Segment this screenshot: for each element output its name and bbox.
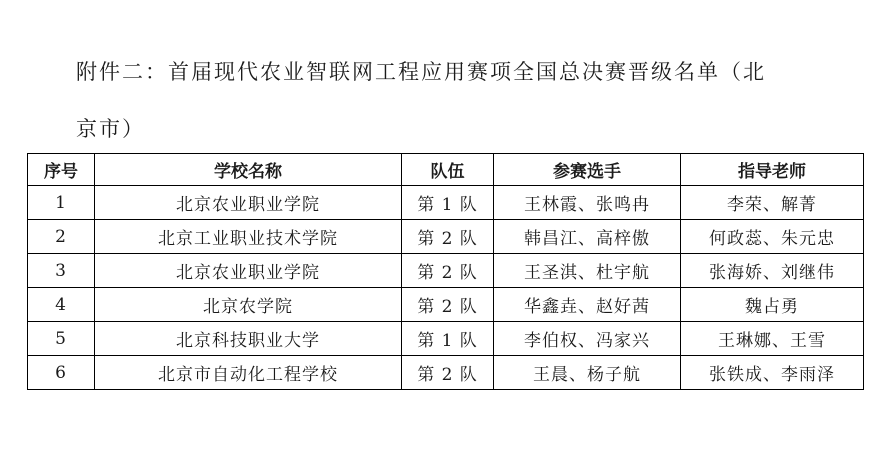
cell-no: 1 bbox=[28, 186, 95, 220]
cell-team: 第 2 队 bbox=[402, 356, 494, 390]
cell-team: 第 2 队 bbox=[402, 288, 494, 322]
cell-no: 5 bbox=[28, 322, 95, 356]
cell-no: 2 bbox=[28, 220, 95, 254]
cell-advisors: 张铁成、李雨泽 bbox=[681, 356, 864, 390]
cell-school: 北京农业职业学院 bbox=[95, 186, 402, 220]
finalists-table bbox=[27, 153, 864, 390]
cell-players: 华鑫垚、赵好茜 bbox=[494, 288, 681, 322]
cell-school: 北京工业职业技术学院 bbox=[95, 220, 402, 254]
document-title-line-1: 附件二：首届现代农业智联网工程应用赛项全国总决赛晋级名单（北 bbox=[76, 60, 766, 84]
table-row bbox=[28, 356, 864, 390]
cell-players: 王圣淇、杜宇航 bbox=[494, 254, 681, 288]
table-row bbox=[28, 288, 864, 322]
cell-no: 3 bbox=[28, 254, 95, 288]
header-advisors: 指导老师 bbox=[681, 154, 864, 186]
table-row bbox=[28, 186, 864, 220]
cell-advisors: 张海娇、刘继伟 bbox=[681, 254, 864, 288]
cell-advisors: 王琳娜、王雪 bbox=[681, 322, 864, 356]
cell-school: 北京农学院 bbox=[95, 288, 402, 322]
header-team: 队伍 bbox=[402, 154, 494, 186]
cell-advisors: 何政蕊、朱元忠 bbox=[681, 220, 864, 254]
cell-school: 北京科技职业大学 bbox=[95, 322, 402, 356]
cell-advisors: 李荣、解菁 bbox=[681, 186, 864, 220]
cell-school: 北京市自动化工程学校 bbox=[95, 356, 402, 390]
header-players: 参赛选手 bbox=[494, 154, 681, 186]
table-row bbox=[28, 254, 864, 288]
cell-players: 王晨、杨子航 bbox=[494, 356, 681, 390]
cell-team: 第 1 队 bbox=[402, 322, 494, 356]
table-header-row bbox=[28, 154, 864, 186]
cell-team: 第 2 队 bbox=[402, 254, 494, 288]
cell-players: 王林霞、张鸣冉 bbox=[494, 186, 681, 220]
cell-players: 李伯权、冯家兴 bbox=[494, 322, 681, 356]
cell-players: 韩昌江、高梓傲 bbox=[494, 220, 681, 254]
cell-no: 4 bbox=[28, 288, 95, 322]
document-title-line-2: 京市） bbox=[76, 117, 145, 141]
cell-advisors: 魏占勇 bbox=[681, 288, 864, 322]
cell-team: 第 1 队 bbox=[402, 186, 494, 220]
cell-no: 6 bbox=[28, 356, 95, 390]
header-no: 序号 bbox=[28, 154, 95, 186]
table-row bbox=[28, 322, 864, 356]
cell-team: 第 2 队 bbox=[402, 220, 494, 254]
header-school: 学校名称 bbox=[95, 154, 402, 186]
cell-school: 北京农业职业学院 bbox=[95, 254, 402, 288]
table-row bbox=[28, 220, 864, 254]
